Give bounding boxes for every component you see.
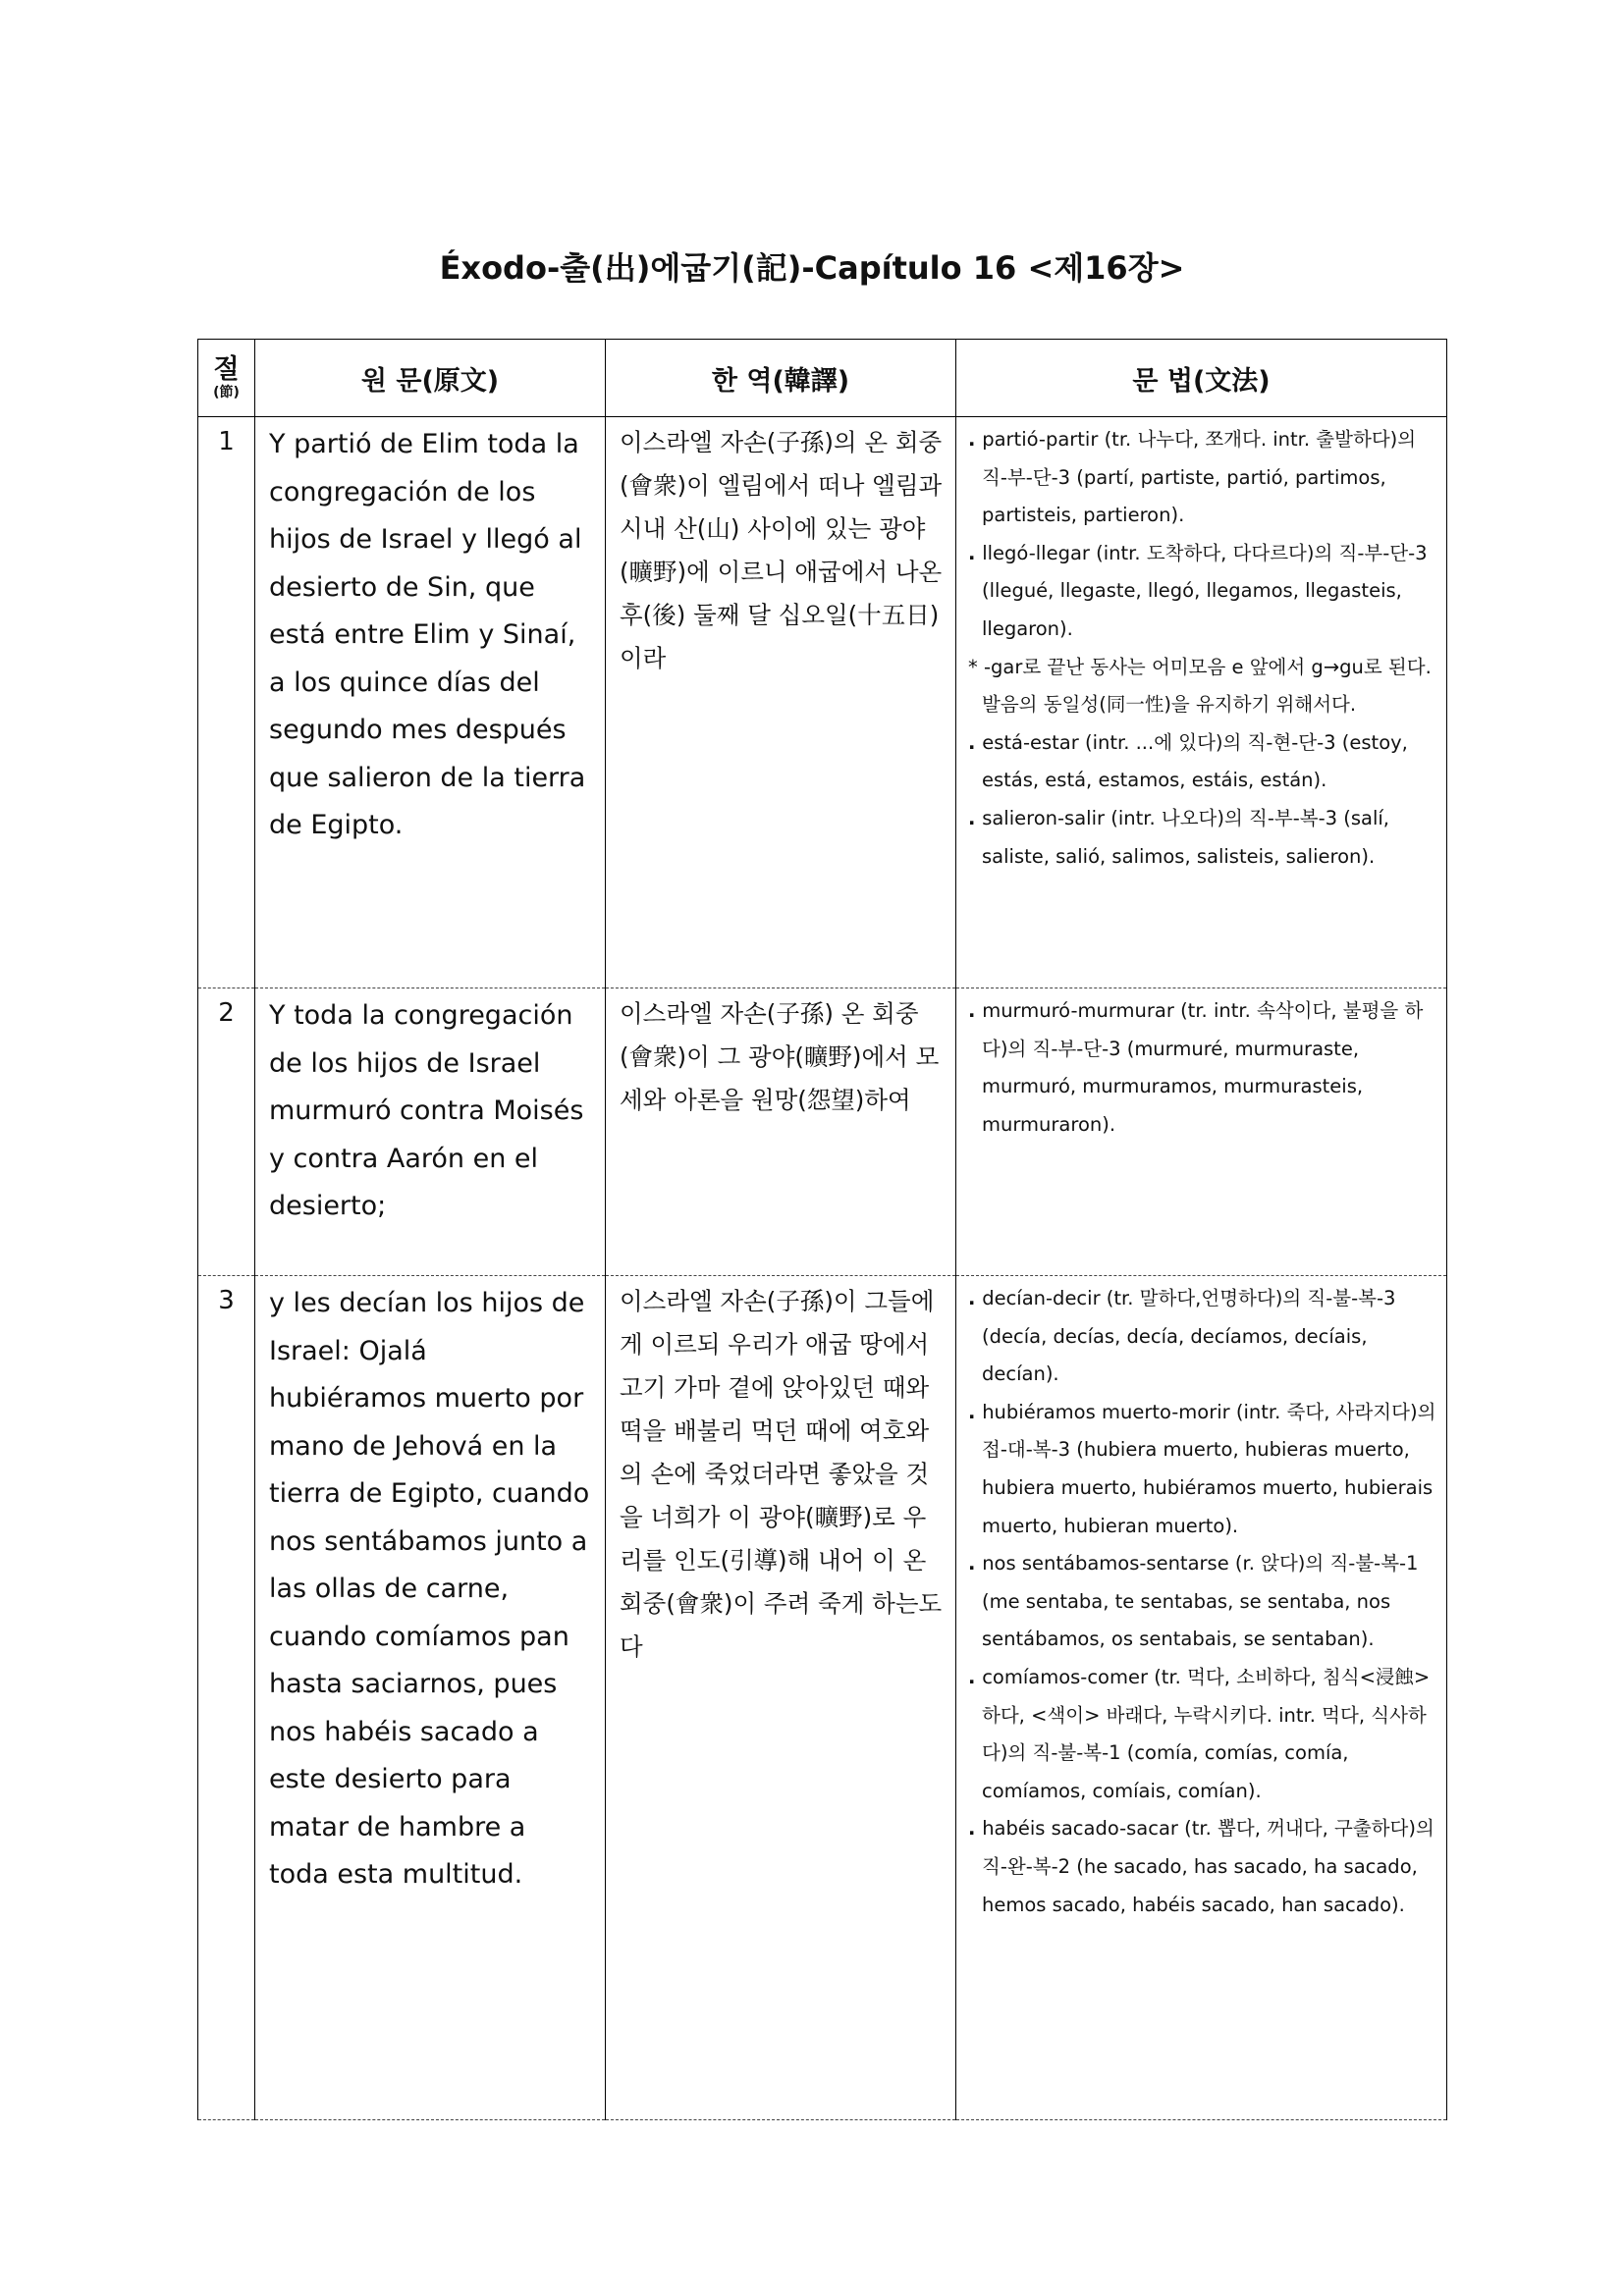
verse-table <box>197 339 1447 2120</box>
header-verse-hanja: (節) <box>213 385 240 401</box>
verse-number: 1 <box>198 417 255 988</box>
korean-translation: 이스라엘 자손(子孫)이 그들에게 이르되 우리가 애굽 땅에서 고기 가마 곁에 앉아있던 때와 떡을 배불리 먹던 때에 여호와의 손에 죽었더라면 좋았을 것을 너희가 이 광야(曠野)로 우리를 인도(引導)해 내어 이 온 회중(會衆)이 주려 죽게 하는도다 <box>606 1276 956 2120</box>
grammar-item: . está-estar (intr. ...에 있다)의 직-현-단-3 (estoy, estás, está, estamos, estáis, están). <box>968 724 1436 800</box>
original-text: y les decían los hijos de Israel: Ojalá hubiéramos muerto por mano de Jehová en la tierra de Egipto, cuando nos sentábamos junto a las ollas de carne, cuando comíamos pan hasta saciarnos, pues nos habéis sacado a este desierto para matar de hambre a toda esta multitud. <box>255 1276 606 2120</box>
korean-translation: 이스라엘 자손(子孫)의 온 회중(會衆)이 엘림에서 떠나 엘림과 시내 산(山) 사이에 있는 광야(曠野)에 이르니 애굽에서 나온 후(後) 둘째 달 십오일(十五日)이라 <box>606 417 956 988</box>
original-text: Y partió de Elim toda la congregación de los hijos de Israel y llegó al desierto de Sin, que está entre Elim y Sinaí, a los quince días del segundo mes después que salieron de la tierra de Egipto. <box>255 417 606 988</box>
grammar-notes <box>956 417 1447 988</box>
grammar-item: . salieron-salir (intr. 나오다)의 직-부-복-3 (salí, saliste, salió, salimos, salisteis, salieron). <box>968 800 1436 876</box>
korean-translation: 이스라엘 자손(子孫) 온 회중(會衆)이 그 광야(曠野)에서 모세와 아론을 원망(怨望)하여 <box>606 988 956 1276</box>
grammar-item: . decían-decir (tr. 말하다,언명하다)의 직-불-복-3 (decía, decías, decía, decíamos, decíais, decían). <box>968 1280 1436 1394</box>
table-row <box>198 1276 1447 2120</box>
header-original: 원 문(原文) <box>255 340 606 417</box>
verse-number: 2 <box>198 988 255 1276</box>
header-verse <box>198 340 255 417</box>
grammar-item: . hubiéramos muerto-morir (intr. 죽다, 사라지다)의 접-대-복-3 (hubiera muerto, hubieras muerto, hubiera muerto, hubiéramos muerto, hubierais muerto, hubieran muerto). <box>968 1394 1436 1545</box>
verse-number: 3 <box>198 1276 255 2120</box>
grammar-item: . partió-partir (tr. 나누다, 쪼개다. intr. 출발하다)의 직-부-단-3 (partí, partiste, partió, partimos, partisteis, partieron). <box>968 421 1436 535</box>
grammar-item: . comíamos-comer (tr. 먹다, 소비하다, 침식<浸蝕>하다, <색이> 바래다, 누락시키다. intr. 먹다, 식사하다)의 직-불-복-1 (comía, comías, comía, comíamos, comíais, comían). <box>968 1659 1436 1810</box>
table-row <box>198 417 1447 988</box>
grammar-item: . nos sentábamos-sentarse (r. 앉다)의 직-불-복-1 (me sentaba, te sentabas, se sentaba, nos sentábamos, os sentabais, se sentaban). <box>968 1545 1436 1659</box>
grammar-item: . habéis sacado-sacar (tr. 뽑다, 꺼내다, 구출하다)의 직-완-복-2 (he sacado, has sacado, ha sacado, hemos sacado, habéis sacado, han sacado). <box>968 1810 1436 1924</box>
original-text: Y toda la congregación de los hijos de Israel murmuró contra Moisés y contra Aarón en el desierto; <box>255 988 606 1276</box>
header-row <box>198 340 1447 417</box>
grammar-item: . murmuró-murmurar (tr. intr. 속삭이다, 불평을 하다)의 직-부-단-3 (murmuré, murmuraste, murmuró, murmuramos, murmurasteis, murmuraron). <box>968 992 1436 1144</box>
header-korean: 한 역(韓譯) <box>606 340 956 417</box>
header-verse-label: 절 <box>213 354 240 386</box>
grammar-item: . llegó-llegar (intr. 도착하다, 다다르다)의 직-부-단-3 (llegué, llegaste, llegó, llegamos, llegasteis, llegaron). <box>968 535 1436 649</box>
grammar-notes <box>956 988 1447 1276</box>
header-grammar: 문 법(文法) <box>956 340 1447 417</box>
grammar-notes <box>956 1276 1447 2120</box>
page-title: Éxodo-출(出)에굽기(記)-Capítulo 16 <제16장> <box>439 249 1185 287</box>
grammar-note: * -gar로 끝난 동사는 어미모음 e 앞에서 g→gu로 된다. 발음의 동일성(同一性)을 유지하기 위해서다. <box>968 649 1436 724</box>
table-row <box>198 988 1447 1276</box>
